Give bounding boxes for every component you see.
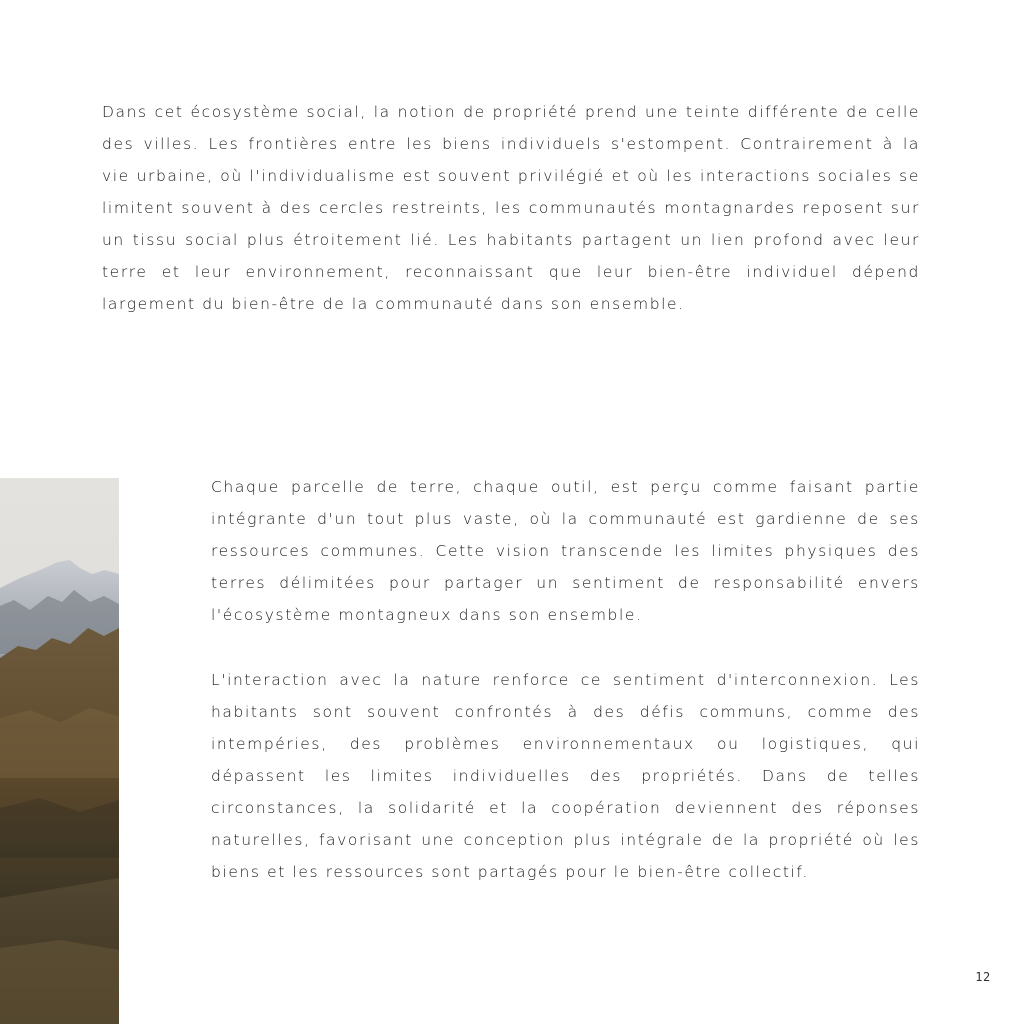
paragraph-land-tools: Chaque parcelle de terre, chaque outil, est perçu comme faisant partie intégrante d'un tout plus vaste, où la communauté est gardienne de ses ressources communes. Cette vision transcende les limites physiques des terres délimitées pour partager un sentiment de responsabilité envers l'écosystème montagneux dans son ensemble. xyxy=(211,478,920,624)
mountain-photo xyxy=(0,478,119,1024)
paragraph-nature-interaction: L'interaction avec la nature renforce ce sentiment d'interconnexion. Les habitants sont souvent confrontés à des défis communs, comme des intempéries, des problèmes environnementaux ou logistiques, qui dépassent les limites individuelles des propriétés. Dans de telles circonstances, la solidarité et la coopération deviennent des réponses naturelles, favorisant une conception plus intégrale de la propriété où les biens et les ressources sont partagés pour le bien-être collectif. xyxy=(211,671,920,881)
paragraph-intro: Dans cet écosystème social, la notion de propriété prend une teinte différente de celle des villes. Les frontières entre les biens individuels s'estompent. Contrairement à la vie urbaine, où l'individualisme est souvent privilégié et où les interactions sociales se limitent souvent à des cercles restreints, les communautés montagnardes reposent sur un tissu social plus étroitement lié. Les habitants partagent un lien profond avec leur terre et leur environnement, reconnaissant que leur bien-être individuel dépend largement du bien-être de la communauté dans son ensemble. xyxy=(102,103,920,313)
page-number: 12 xyxy=(975,970,991,984)
